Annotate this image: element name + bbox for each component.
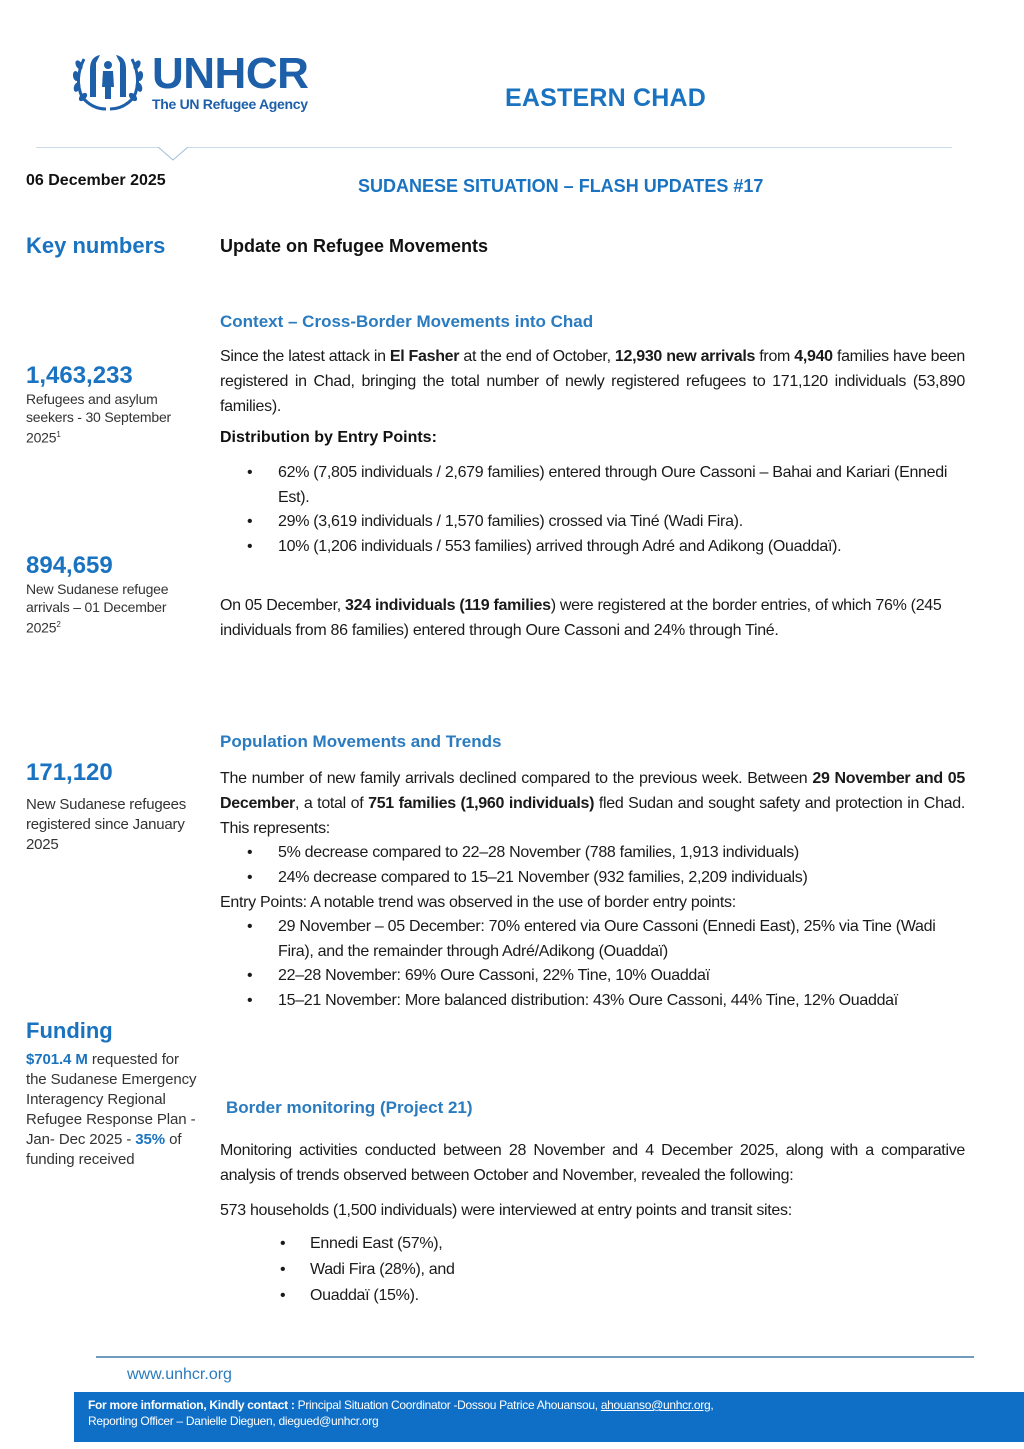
website-link[interactable]: www.unhcr.org: [127, 1366, 232, 1383]
footnote-marker: 1: [56, 430, 61, 439]
key-number-value: 894,659: [26, 552, 113, 579]
distribution-list: [220, 461, 965, 559]
key-number-item: [26, 759, 201, 855]
list-item: • 62% (7,805 individuals / 2,679 families) entered through Oure Cassoni – Bahai and Kariari (Ennedi Est).: [220, 461, 965, 510]
region-title: EASTERN CHAD: [505, 84, 707, 112]
contact-bar: [74, 1392, 1024, 1442]
publication-date: 06 December 2025: [26, 172, 166, 189]
entry-points-list: [220, 915, 965, 1013]
border-monitoring-section: [220, 1098, 965, 1309]
list-item: • 10% (1,206 individuals / 553 families) arrived through Adré and Adikong (Ouaddaï).: [220, 535, 965, 560]
unhcr-logo: [70, 48, 340, 114]
funding-percent: 35%: [135, 1131, 166, 1148]
logo-wordmark: UNHCR: [152, 48, 309, 98]
funding-text: $701.4 M requested for the Sudanese Emergency Interagency Regional Refugee Response Plan - Jan- Dec 2025 - 35% of funding received: [26, 1051, 197, 1168]
key-number-value: 171,120: [26, 759, 113, 786]
daily-registration-paragraph: On 05 December, 324 individuals (119 families) were registered at the border entries, of which 76% (245 individuals from 86 families) entered through Oure Cassoni and 24% through Tiné.: [220, 597, 942, 639]
chevron-down-icon: [158, 147, 188, 161]
key-numbers-heading: [26, 233, 201, 259]
list-item: • 24% decrease compared to 15–21 November (932 families, 2,209 individuals): [220, 866, 965, 891]
section-title: Border monitoring (Project 21): [226, 1098, 473, 1117]
key-number-label: New Sudanese refugees registered since January 2025: [26, 796, 187, 853]
main-heading: Update on Refugee Movements: [220, 236, 489, 256]
unhcr-emblem-icon: [70, 49, 146, 113]
funding-block: [26, 1018, 201, 1170]
list-item: • 29% (3,619 individuals / 1,570 families) crossed via Tiné (Wadi Fira).: [220, 510, 965, 535]
context-section: [220, 312, 965, 643]
list-item: • Ouaddaï (15%).: [220, 1283, 965, 1309]
section-title: Context – Cross-Border Movements into Chad: [220, 312, 594, 331]
households-paragraph: 573 households (1,500 individuals) were interviewed at entry points and transit sites:: [220, 1202, 792, 1219]
funding-heading: Funding: [26, 1018, 113, 1043]
list-item: • 22–28 November: 69% Oure Cassoni, 22% Tine, 10% Ouaddaï: [220, 964, 965, 989]
document-subtitle: SUDANESE SITUATION – FLASH UPDATES #17: [358, 176, 764, 196]
list-item: • Wadi Fira (28%), and: [220, 1257, 965, 1283]
monitoring-paragraph: Monitoring activities conducted between 28 November and 4 December 2025, along with a comparative analysis of trends observed between October and November, revealed the following:: [220, 1142, 965, 1184]
context-paragraph: Since the latest attack in El Fasher at the end of October, 12,930 new arrivals from 4,940 families have been registered in Chad, bringing the total number of newly registered refugees to 171,120 individuals (53,890 families).: [220, 348, 965, 415]
email-link[interactable]: ahouanso@unhcr.org: [600, 1398, 711, 1412]
footnote-marker: 2: [56, 620, 61, 629]
province-list: [220, 1231, 965, 1309]
key-number-item: [26, 362, 201, 447]
distribution-label: Distribution by Entry Points:: [220, 429, 437, 446]
footer-divider: [96, 1356, 974, 1358]
key-number-value: 1,463,233: [26, 362, 133, 389]
population-section: [220, 732, 965, 1013]
entry-points-label: Entry Points: A notable trend was observed in the use of border entry points:: [220, 894, 736, 911]
contact-line-2: Reporting Officer – Danielle Dieguen, diegued@unhcr.org: [88, 1414, 379, 1428]
key-number-label: Refugees and asylum seekers - 30 September 2025$^1$: [26, 391, 172, 446]
list-item: • 5% decrease compared to 22–28 November (788 families, 1,913 individuals): [220, 841, 965, 866]
list-item: • 15–21 November: More balanced distribution: 43% Oure Cassoni, 44% Tine, 12% Ouaddaï: [220, 989, 965, 1014]
funding-amount: $701.4 M: [26, 1051, 88, 1068]
key-number-label: New Sudanese refugee arrivals – 01 December 2025$^2$: [26, 581, 169, 636]
population-paragraph: The number of new family arrivals declined compared to the previous week. Between 29 November and 05 December, a total of 751 families (1,960 individuals) fled Sudan and sought safety and protection in Chad. This represents:: [220, 770, 966, 837]
sidebar-heading: Key numbers: [26, 233, 166, 258]
list-item: • Ennedi East (57%),: [220, 1231, 965, 1257]
section-title: Population Movements and Trends: [220, 732, 502, 751]
key-number-item: [26, 552, 201, 637]
contact-line-1: For more information, Kindly contact : Principal Situation Coordinator -Dossou Patrice Ahouansou, ahouanso@unhcr.org,: [88, 1398, 714, 1412]
comparison-list: [220, 841, 965, 890]
logo-tagline: The UN Refugee Agency: [152, 95, 308, 112]
list-item: • 29 November – 05 December: 70% entered via Oure Cassoni (Ennedi East), 25% via Tine (Wadi Fira), and the remainder through Adré/Adikong (Ouaddaï): [220, 915, 965, 964]
